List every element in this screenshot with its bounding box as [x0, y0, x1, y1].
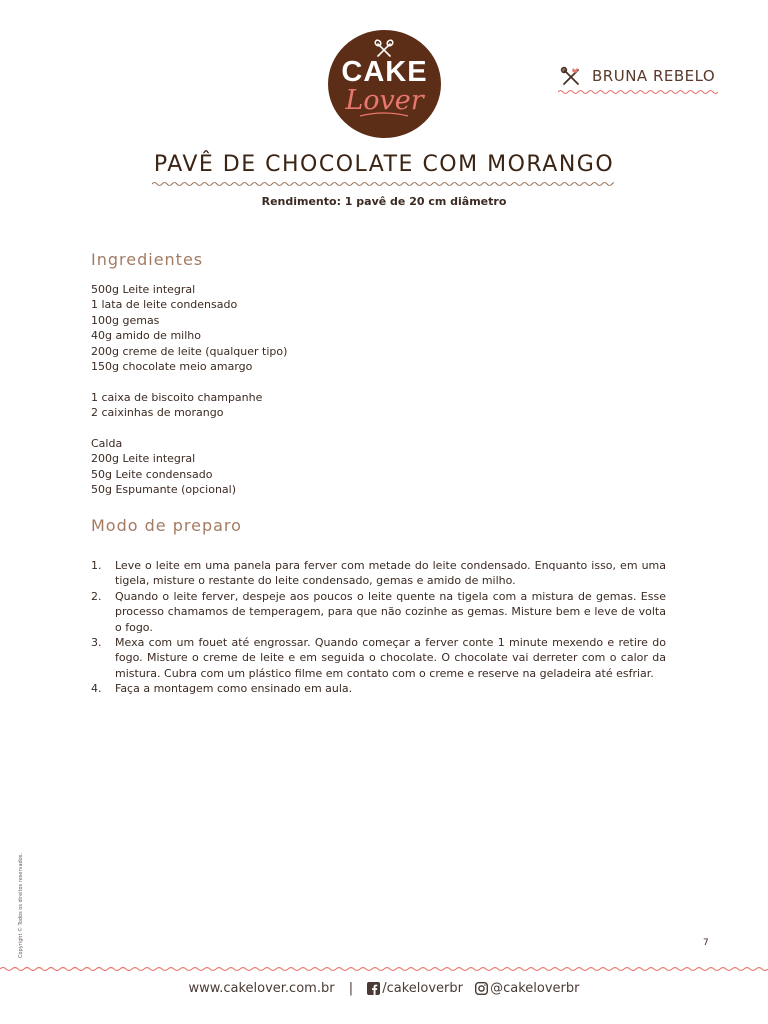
- list-item: 200g creme de leite (qualquer tipo): [91, 344, 288, 358]
- step-text: Leve o leite em uma panela para ferver com metade do leite condensado. Enquanto isso, em uma tigela, misture o restante do leite condensado, gemas e amido de milho.: [115, 559, 666, 588]
- method-steps: [91, 558, 666, 697]
- wavy-divider: [558, 88, 718, 96]
- list-item: 200g Leite integral: [91, 452, 196, 466]
- ingredients-list: [91, 282, 287, 497]
- list-item: [91, 421, 287, 436]
- facebook-link[interactable]: [367, 981, 467, 996]
- logo-cake-text: CAKE: [341, 56, 428, 88]
- list-item: 50g Espumante (opcional): [91, 483, 237, 497]
- list-item: 50g Leite condensado: [91, 467, 213, 481]
- list-item: 500g Leite integral: [91, 283, 196, 296]
- step-item: [91, 589, 666, 635]
- step-number: 1.: [91, 559, 102, 572]
- cross-utensils-icon: [560, 66, 582, 88]
- footer: [0, 981, 768, 996]
- step-text: Faça a montagem como ensinado em aula.: [115, 682, 353, 696]
- footer-separator: |: [348, 981, 354, 996]
- instagram-handle: @cakeloverbr: [490, 981, 580, 996]
- step-text: Quando o leite ferver, despeje aos poucos o leite quente na tigela com a mistura de gemas. Esse processo chamamos de temperagem, para que não cozinhe as gemas. Misture bem e leve de volta o fogo.: [115, 589, 666, 634]
- facebook-icon: [367, 982, 380, 995]
- author-name: BRUNA REBELO: [592, 67, 716, 85]
- website-link[interactable]: www.cakelover.com.br: [188, 981, 335, 996]
- list-item: 100g gemas: [91, 313, 160, 327]
- step-number: 3.: [91, 636, 102, 650]
- ingredients-heading: Ingredientes: [91, 250, 204, 269]
- step-item: [91, 635, 666, 681]
- page-number: 7: [703, 938, 709, 948]
- cake-lover-logo: [328, 30, 441, 138]
- instagram-link[interactable]: [475, 981, 579, 996]
- instagram-icon: [475, 982, 488, 995]
- logo-lover-text: Lover: [345, 85, 424, 116]
- footer-wavy-divider: [0, 965, 768, 973]
- step-number: 4.: [91, 682, 102, 696]
- step-item: [91, 681, 666, 696]
- copyright-notice: Copyright © Todos os direitos reservados.: [18, 853, 24, 958]
- list-item: 150g chocolate meio amargo: [91, 359, 253, 373]
- method-heading: Modo de preparo: [91, 516, 242, 535]
- list-item: 2 caixinhas de morango: [91, 406, 224, 420]
- step-text: Mexa com um fouet até engrossar. Quando começar a ferver conte 1 minute mexendo e retire do fogo. Misture o creme de leite e em seguida o chocolate. O chocolate vai derreter com o calor da mistura. Cubra com um plástico filme em contato com o creme e reserve na geladeira até esfriar.: [115, 636, 666, 680]
- list-item: Calda: [91, 436, 123, 450]
- list-item: 1 caixa de biscoito champanhe: [91, 390, 263, 404]
- list-item: 40g amido de milho: [91, 329, 201, 343]
- list-item: 1 lata de leite condensado: [91, 298, 238, 312]
- facebook-handle: /cakeloverbr: [382, 981, 463, 996]
- step-item: [91, 558, 666, 589]
- author-block: [558, 64, 718, 96]
- step-number: 2.: [91, 589, 102, 603]
- recipe-yield: Rendimento: 1 pavê de 20 cm diâmetro: [261, 195, 507, 208]
- list-item: [91, 374, 287, 389]
- title-wavy-underline: [152, 180, 614, 188]
- recipe-title: PAVÊ DE CHOCOLATE COM MORANGO: [153, 152, 615, 177]
